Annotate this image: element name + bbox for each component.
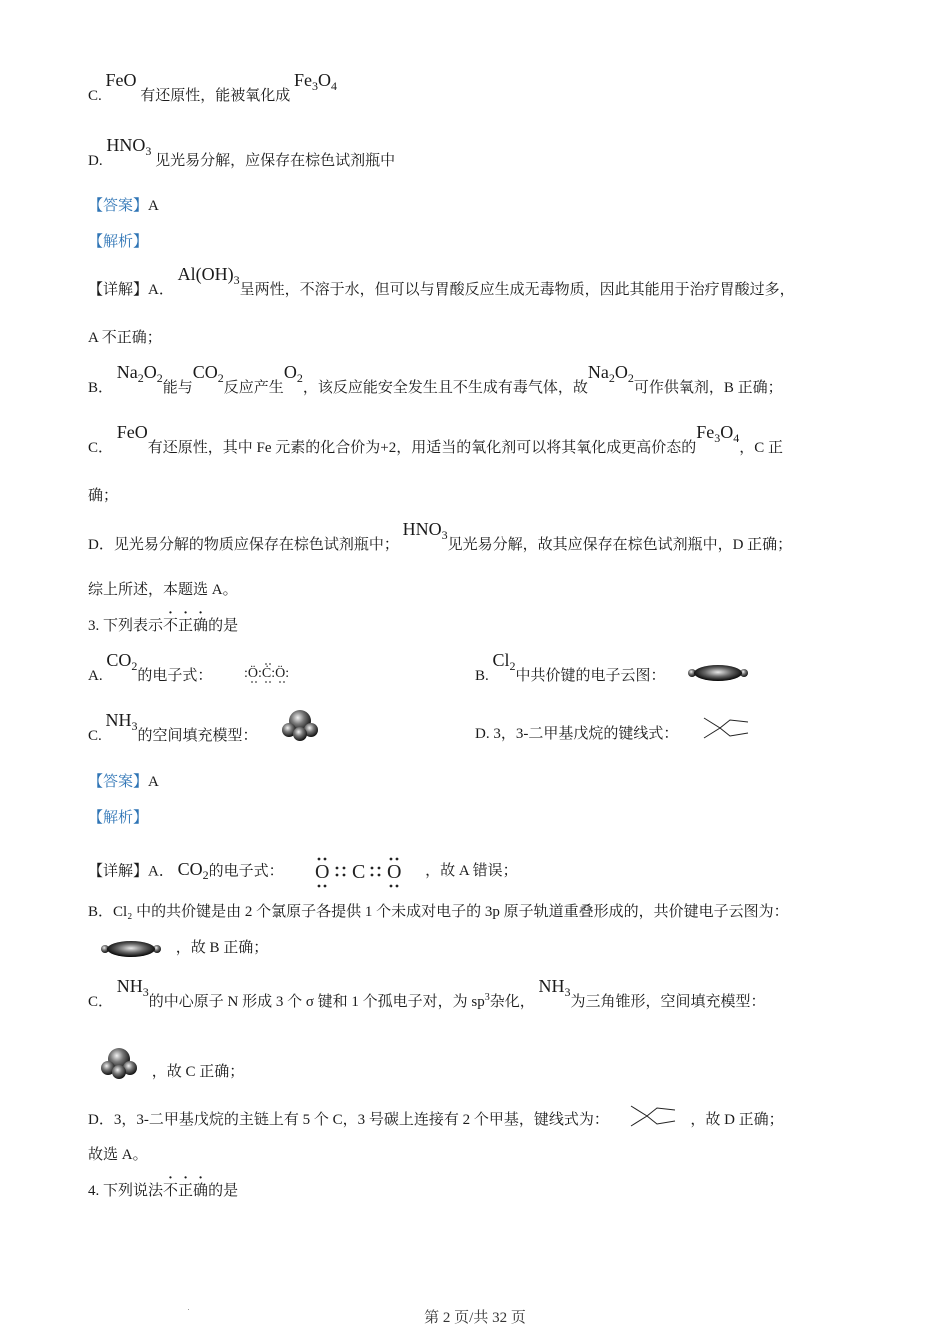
detail-text: ，C 正 <box>739 440 783 456</box>
stem-text: 4. 下列说法 <box>88 1183 164 1199</box>
detail-text: ，故 C 正确； <box>151 1064 245 1080</box>
option-text: 的空间填充模型： <box>137 728 258 744</box>
detail-label: B． <box>88 380 114 396</box>
emphasis-char: 正 <box>178 618 194 634</box>
formula-nh3: $NH_3$ <box>538 976 571 999</box>
q3-stem <box>88 616 238 636</box>
co2-electron-formula-figure <box>242 659 294 685</box>
detail-text: ，故 A 错误； <box>425 863 518 880</box>
detail-text: 能与 <box>162 380 193 396</box>
q3-answer <box>88 772 159 792</box>
q3-summary: 故选 A。 <box>88 1147 148 1163</box>
formula-nh3: $NH_3$ <box>116 976 149 999</box>
formula-feo: FeO <box>105 70 137 90</box>
svg-text:C: C <box>352 861 366 883</box>
q3-option-a <box>88 650 294 690</box>
q3-analysis <box>88 808 148 828</box>
q2-detail-c <box>88 422 783 462</box>
formula-co2: $CO_2$ <box>177 859 209 883</box>
detail-text: 的电子式： <box>208 863 284 880</box>
emphasis-char: 正 <box>178 1183 194 1199</box>
detail-text: 的中心原子 N 形成 3 个 σ 键和 1 个孤电子对，为 sp <box>148 994 485 1010</box>
analysis-tag: 【解析】 <box>88 810 149 826</box>
detail-text: 杂化， <box>489 994 535 1010</box>
option-text: 的电子式： <box>137 668 213 684</box>
detail-tag: 【详解】 <box>88 863 149 880</box>
formula-hno3: $HNO_3$ <box>402 519 448 542</box>
answer-tag: 【答案】 <box>88 774 149 790</box>
formula-co2: $CO_2$ <box>106 650 138 673</box>
formula-co2: $CO_2$ <box>192 362 224 385</box>
option-label: D. <box>88 153 103 169</box>
option-label: C. <box>88 88 102 104</box>
co2-electron-formula-correct-figure <box>313 855 403 889</box>
q2-analysis <box>88 232 148 252</box>
detail-label: C． <box>88 440 114 456</box>
q3-option-c <box>88 710 319 750</box>
formula-feo: FeO <box>116 422 148 442</box>
q3-detail-d <box>88 1110 784 1130</box>
q2-summary: 综上所述，本题选 A。 <box>88 582 238 598</box>
option-label: B. <box>475 668 489 684</box>
nh3-space-filling-figure <box>281 708 319 742</box>
option-label: A. <box>88 668 103 684</box>
detail-text: ，该反应能安全发生且不生成有毒气体，故 <box>302 380 588 396</box>
detail-text: 呈两性，不溶于水，但可以与胃酸反应生成无毒物质，因此其能用于治疗胃酸过多， <box>239 282 795 298</box>
formula-na2o2: $Na_2O_2$ <box>116 362 163 385</box>
stem-text: 的是 <box>208 1183 239 1199</box>
formula-aloh3: $Al(OH)_3$ <box>177 264 240 287</box>
option-text: 见光易分解，应保存在棕色试剂瓶中 <box>155 153 396 169</box>
q2-answer <box>88 196 159 216</box>
answer-tag: 【答案】 <box>88 198 149 214</box>
q3-detail-a <box>88 855 518 889</box>
detail-text: 可作供氧剂，B 正确； <box>633 380 783 396</box>
svg-text:O: O <box>387 861 402 883</box>
analysis-tag: 【解析】 <box>88 234 149 250</box>
q4-stem <box>88 1181 238 1201</box>
q2-detail-d <box>88 519 793 559</box>
option-text: 中共价键的电子云图： <box>515 668 666 684</box>
formula-nh3: $NH_3$ <box>105 710 138 733</box>
q2-detail-c-cont: 确； <box>88 488 119 504</box>
formula-o2: $O_2$ <box>283 362 303 385</box>
svg-text:O: O <box>315 861 330 883</box>
detail-text: ，故 D 正确； <box>690 1112 784 1128</box>
emphasis-char: 不 <box>163 1183 179 1199</box>
stem-text: 的是 <box>208 618 239 634</box>
emphasis-char: 确 <box>193 618 209 634</box>
detail-label: A． <box>148 863 174 880</box>
detail-text: 有还原性，其中 Fe 元素的化合价为+2，用适当的氧化剂可以将其氧化成更高价态的 <box>147 440 697 456</box>
formula-hno3: $HNO_3$ <box>106 135 152 158</box>
formula-na2o2: $Na_2O_2$ <box>587 362 634 385</box>
page-footer: 第 2 页/共 32 页 <box>424 1310 526 1326</box>
q3-option-b <box>475 650 749 690</box>
option-text: 有还原性，能被氧化成 <box>140 88 291 104</box>
option-label: C. <box>88 728 102 744</box>
detail-text: 见光易分解，故其应保存在棕色试剂瓶中，D 正确； <box>447 537 793 553</box>
q2-detail-a <box>88 264 795 304</box>
emphasis-char: 不 <box>163 618 179 634</box>
q2-option-d <box>88 135 396 175</box>
detail-tag: 【详解】 <box>88 282 149 298</box>
superscript: 3 <box>484 992 490 1003</box>
detail-label: D．见光易分解的物质应保存在棕色试剂瓶中； <box>88 537 399 553</box>
cl2-electron-cloud-figure <box>100 939 162 959</box>
detail-label: A． <box>148 282 174 298</box>
q3-detail-c-cont <box>100 1062 244 1082</box>
skeletal-formula-figure <box>702 716 750 740</box>
q2-option-c <box>88 70 338 110</box>
answer-value: A <box>148 198 159 214</box>
formula-fe3o4: $Fe_3O_4$ <box>696 422 740 445</box>
cl2-electron-cloud-figure <box>687 663 749 683</box>
emphasis-char: 确 <box>193 1183 209 1199</box>
formula-cl2: $Cl_2$ <box>492 650 516 673</box>
q3-detail-b-cont <box>100 938 268 959</box>
answer-value: A <box>148 774 159 790</box>
detail-text: 为三角锥形，空间填充模型： <box>570 994 766 1010</box>
q2-detail-b <box>88 362 783 402</box>
detail-text: ，故 B 正确； <box>175 940 269 956</box>
nh3-space-filling-figure <box>100 1046 138 1080</box>
detail-label: C． <box>88 994 114 1010</box>
q3-detail-c <box>88 976 766 1016</box>
option-label: D. 3，3-二甲基戊烷的键线式： <box>475 726 679 742</box>
q3-detail-b: B．Cl₂ 中的共价键是由 2 个氯原子各提供 1 个未成对电子的 3p 原子轨道重叠形成的，共价键电子云图为： <box>88 904 789 920</box>
detail-text: 反应产生 <box>223 380 284 396</box>
q3-option-d <box>475 724 750 744</box>
skeletal-formula-figure <box>629 1104 677 1128</box>
q2-detail-a-cont: A 不正确； <box>88 330 162 346</box>
detail-text: D．3，3-二甲基戊烷的主链上有 5 个 C，3 号碳上连接有 2 个甲基，键线式为： <box>88 1112 609 1128</box>
stem-text: 3. 下列表示 <box>88 618 164 634</box>
formula-fe3o4: $Fe_3O_4$ <box>294 70 338 93</box>
svg-text::Ö:Ċ:Ö:: :Ö:Ċ:Ö: <box>244 665 290 681</box>
